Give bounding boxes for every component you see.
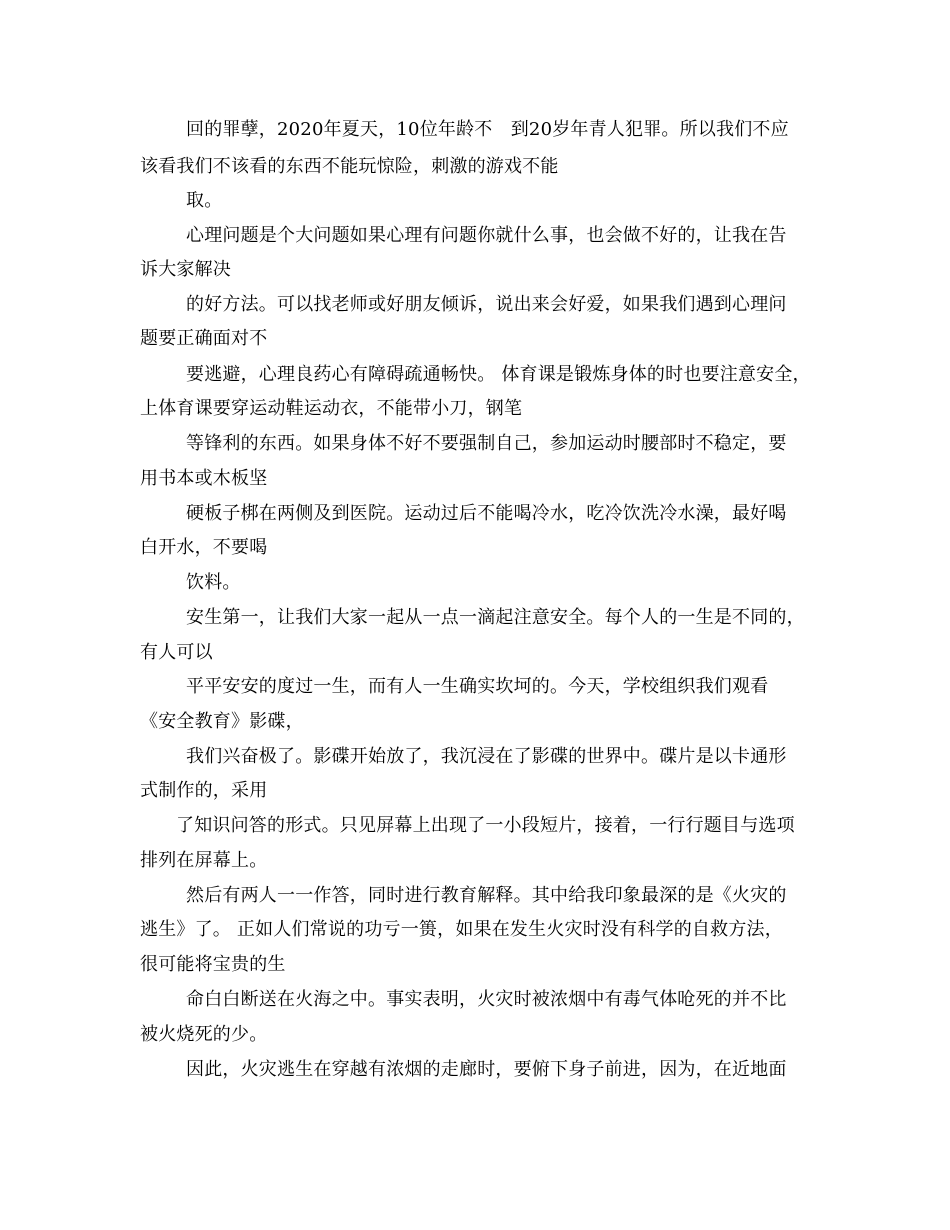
text-line: 命白白断送在火海之中。事实表明，火灾时被浓烟中有毒气体呛死的并不比 [186, 989, 787, 1010]
text-line: 用书本或木板坚 [140, 468, 268, 489]
text-line: 排列在屏幕上。 [140, 850, 268, 871]
text-line: 题要正确面对不 [140, 328, 268, 349]
text-line: 该看我们不该看的东西不能玩惊险，刺激的游戏不能 [140, 156, 559, 177]
text-line: 心理问题是个大问题如果心理有问题你就什么事，也会做不好的，让我在告 [186, 225, 787, 246]
text-line: 安生第一，让我们大家一起从一点一滴起注意安全。每个人的一生是不同的， [186, 607, 805, 628]
text-line: 诉大家解决 [140, 259, 231, 280]
text-line: 有人可以 [140, 642, 213, 663]
text-line: 饮料。 [186, 572, 241, 593]
text-line: 然后有两人一一作答，同时进行教育解释。其中给我印象最深的是《火灾的 [186, 885, 787, 906]
text-line: 很可能将宝贵的生 [140, 954, 286, 975]
text-line: 式制作的，采用 [140, 780, 268, 801]
text-line: 取。 [186, 190, 223, 211]
text-line: 因此，火灾逃生在穿越有浓烟的走廊时，要俯下身子前进，因为，在近地面 [186, 1059, 787, 1080]
text-line: 要逃避，心理良药心有障碍疏通畅快。 体育课是锻炼身体的时也要注意安全， [186, 364, 811, 385]
text-line: 了知识问答的形式。只见屏幕上出现了一小段短片，接着，一行行题目与选项 [176, 815, 795, 836]
text-line: 我们兴奋极了。影碟开始放了，我沉浸在了影碟的世界中。碟片是以卡通形 [186, 746, 787, 767]
text-line: 上体育课要穿运动鞋运动衣，不能带小刀，钢笔 [140, 398, 523, 419]
text-line: 逃生》了。 正如人们常说的功亏一篑，如果在发生火灾时没有科学的自救方法， [140, 919, 783, 940]
text-line: 硬板子梆在两侧及到医院。运动过后不能喝冷水，吃冷饮洗冷水澡，最好喝 [186, 503, 787, 524]
text-line: 等锋利的东西。如果身体不好不要强制自己，参加运动时腰部时不稳定，要 [186, 433, 787, 454]
text-line: 被火烧死的少。 [140, 1024, 268, 1045]
text-line: 《安全教育》影碟， [140, 711, 304, 732]
text-line: 的好方法。可以找老师或好朋友倾诉，说出来会好爱，如果我们遇到心理问 [186, 294, 787, 315]
text-line: 白开水，不要喝 [140, 537, 268, 558]
text-line: 回的罪孽，2020年夏天，10位年龄不 到20岁年青人犯罪。所以我们不应 [186, 119, 789, 140]
text-line: 平平安安的度过一生，而有人一生确实坎坷的。今天，学校组织我们观看 [186, 676, 769, 697]
